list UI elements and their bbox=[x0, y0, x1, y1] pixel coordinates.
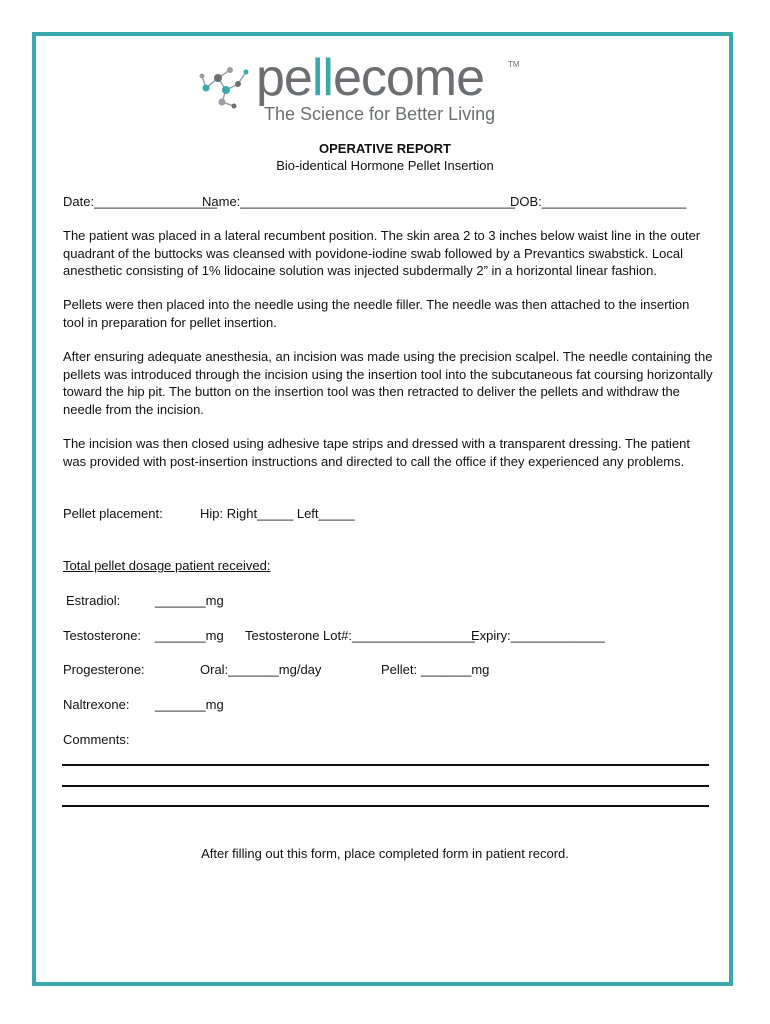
date-field[interactable]: Date:_________________ bbox=[63, 194, 217, 209]
progesterone-pellet-field[interactable]: Pellet: _______mg bbox=[381, 662, 490, 677]
pellet-placement-label: Pellet placement: bbox=[63, 506, 163, 521]
dosage-heading: Total pellet dosage patient received: bbox=[63, 558, 271, 573]
testosterone-label: Testosterone: bbox=[63, 628, 142, 643]
comment-line[interactable] bbox=[62, 764, 709, 766]
footer-instruction: After filling out this form, place completed form in patient record. bbox=[201, 846, 569, 861]
name-field[interactable]: Name:______________________________________ bbox=[202, 194, 516, 209]
procedure-paragraph: Pellets were then placed into the needle using the needle filler. The needle was then attached to the insertion tool in preparation for pellet insertion. bbox=[63, 297, 690, 330]
expiry-field[interactable]: Expiry:_____________ bbox=[471, 628, 605, 643]
brand-wordmark: pellecome bbox=[256, 49, 485, 107]
report-title: OPERATIVE REPORT bbox=[319, 141, 451, 156]
procedure-paragraph: After ensuring adequate anesthesia, an incision was made using the precision scalpel. The needle containing the pellets was introduced through the incision using the insertion tool into the subcutaneous fat coursing horizontally toward the hip pit. The button on the insertion tool was then retracted to deliver the pellets and withdraw the needle from the incision. bbox=[63, 349, 713, 417]
comments-label: Comments: bbox=[63, 732, 130, 747]
testosterone-field[interactable]: _______mg bbox=[155, 628, 224, 643]
pellecome-logo bbox=[196, 49, 526, 128]
naltrexone-label: Naltrexone: bbox=[63, 697, 130, 712]
procedure-paragraph: The incision was then closed using adhesive tape strips and dressed with a transparent dressing. The patient was provided with post-insertion instructions and directed to call the office if they experienced any problems. bbox=[63, 436, 691, 469]
estradiol-label: Estradiol: bbox=[66, 593, 121, 608]
comment-line[interactable] bbox=[62, 805, 709, 807]
dob-field[interactable]: DOB:____________________ bbox=[510, 194, 687, 209]
report-subtitle: Bio-identical Hormone Pellet Insertion bbox=[276, 158, 494, 173]
progesterone-oral-field[interactable]: Oral:_______mg/day bbox=[200, 662, 322, 677]
hip-side-field[interactable]: Hip: Right_____ Left_____ bbox=[200, 506, 355, 521]
procedure-paragraph: The patient was placed in a lateral recumbent position. The skin area 2 to 3 inches below waist line in the outer quadrant of the buttocks was cleansed with povidone-iodine swab followed by a Prevantics swabstick. Local anesthetic consisting of 1% lidocaine solution was injected subdermally 2” in a horizontal linear fashion. bbox=[63, 228, 701, 278]
brand-tagline: The Science for Better Living bbox=[264, 104, 496, 124]
testosterone-lot-field[interactable]: Testosterone Lot#:_________________ bbox=[245, 628, 475, 643]
molecule-icon bbox=[196, 58, 256, 114]
comment-line[interactable] bbox=[62, 785, 709, 787]
trademark-mark: TM bbox=[508, 60, 520, 69]
estradiol-field[interactable]: _______mg bbox=[155, 593, 224, 608]
naltrexone-field[interactable]: _______mg bbox=[155, 697, 224, 712]
progesterone-label: Progesterone: bbox=[63, 662, 145, 677]
